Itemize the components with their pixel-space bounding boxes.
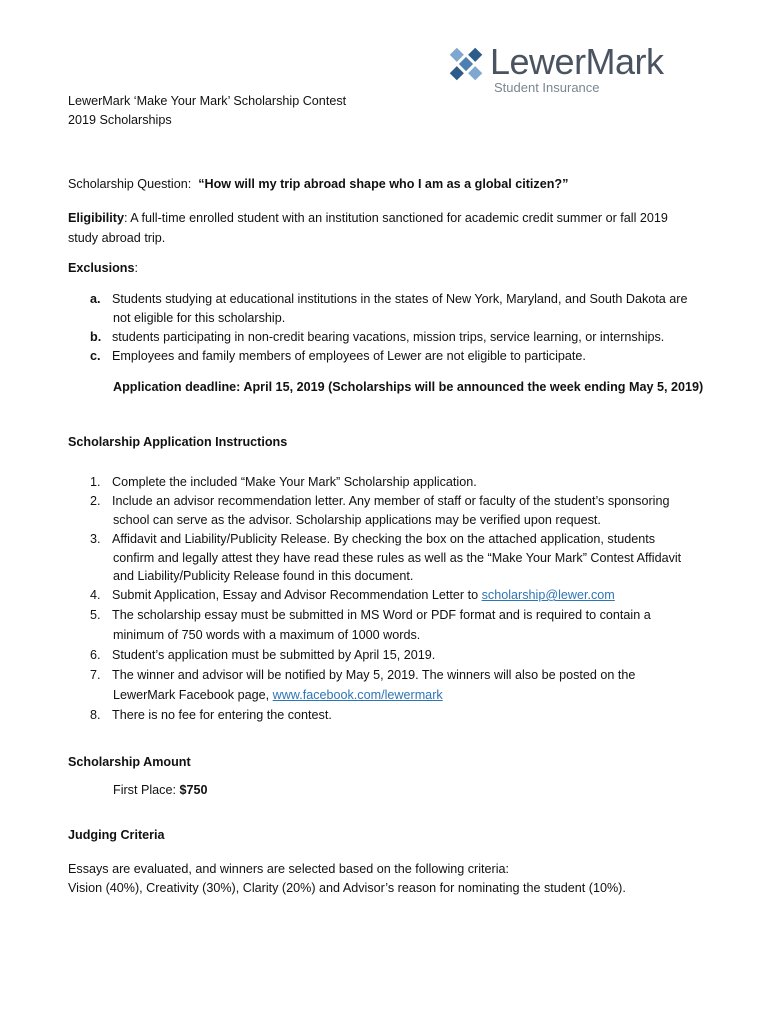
- instruction-item-2-cont: school can serve as the advisor. Scholarship applications may be verified upon request.: [113, 513, 601, 527]
- company-logo: [446, 42, 706, 98]
- instruction-item-4: 4. Submit Application, Essay and Advisor Recommendation Letter to scholarship@lewer.com: [90, 588, 615, 602]
- instruction-item-7: 7. The winner and advisor will be notified by May 5, 2019. The winners will also be posted on the: [90, 668, 636, 682]
- facebook-page-link[interactable]: www.facebook.com/lewermark: [272, 688, 443, 702]
- logo-brand-text: LewerMark: [490, 41, 664, 82]
- application-deadline: Application deadline: April 15, 2019 (Scholarships will be announced the week ending May 5, 2019): [113, 380, 704, 394]
- lewermark-mark-icon: [446, 44, 486, 84]
- judging-heading: Judging Criteria: [68, 828, 165, 842]
- eligibility-line-2: study abroad trip.: [68, 231, 166, 245]
- first-place-amount: [113, 781, 208, 800]
- instruction-item-8: 8. There is no fee for entering the contest.: [90, 708, 332, 722]
- exclusion-item-a-cont: not eligible for this scholarship.: [113, 311, 286, 325]
- exclusion-item-b: b. students participating in non-credit bearing vacations, mission trips, service learning, or internships.: [90, 330, 665, 344]
- eligibility-label: Eligibility: [68, 211, 124, 225]
- eligibility-line-1: [68, 209, 668, 228]
- contest-year: 2019 Scholarships: [68, 113, 172, 127]
- instructions-heading: Scholarship Application Instructions: [68, 435, 288, 449]
- amount-heading: Scholarship Amount: [68, 755, 191, 769]
- instruction-item-3-cont-1: confirm and legally attest they have read these rules as well as the “Make Your Mark” Contest Affidavit: [113, 551, 682, 565]
- scholarship-email-link[interactable]: scholarship@lewer.com: [481, 588, 615, 602]
- eligibility-text: : A full-time enrolled student with an institution sanctioned for academic credit summer or fall 2019: [123, 211, 668, 225]
- instruction-item-5-cont: minimum of 750 words with a maximum of 1000 words.: [113, 628, 421, 642]
- first-place-value: $750: [179, 783, 208, 797]
- exclusions-label: Exclusions: [68, 261, 135, 275]
- instruction-item-2: 2. Include an advisor recommendation letter. Any member of staff or faculty of the student’s sponsoring: [90, 494, 670, 508]
- judging-criteria: Vision (40%), Creativity (30%), Clarity (20%) and Advisor’s reason for nominating the student (10%).: [68, 881, 626, 895]
- first-place-label: First Place:: [113, 783, 180, 797]
- exclusion-item-a: a. Students studying at educational institutions in the states of New York, Maryland, and South Dakota are: [90, 292, 688, 306]
- instruction-item-7-cont: LewerMark Facebook page, www.facebook.com/lewermark: [113, 688, 443, 702]
- question-label: Scholarship Question:: [68, 177, 192, 191]
- judging-intro: Essays are evaluated, and winners are selected based on the following criteria:: [68, 862, 510, 876]
- instruction-item-5: 5. The scholarship essay must be submitted in MS Word or PDF format and is required to contain a: [90, 608, 651, 622]
- instruction-item-1: 1. Complete the included “Make Your Mark” Scholarship application.: [90, 475, 477, 489]
- exclusion-item-c: c. Employees and family members of employees of Lewer are not eligible to participate.: [90, 349, 586, 363]
- instruction-item-6: 6. Student’s application must be submitted by April 15, 2019.: [90, 648, 436, 662]
- scholarship-question: [68, 175, 568, 194]
- logo-subtitle: Student Insurance: [494, 80, 600, 95]
- question-text: “How will my trip abroad shape who I am as a global citizen?”: [198, 177, 569, 191]
- exclusions-heading: Exclusions:: [68, 261, 138, 275]
- contest-title: LewerMark ‘Make Your Mark’ Scholarship Contest: [68, 94, 347, 108]
- instruction-item-3: 3. Affidavit and Liability/Publicity Release. By checking the box on the attached application, students: [90, 532, 656, 546]
- instruction-item-3-cont-2: and Liability/Publicity Release found in this document.: [113, 569, 414, 583]
